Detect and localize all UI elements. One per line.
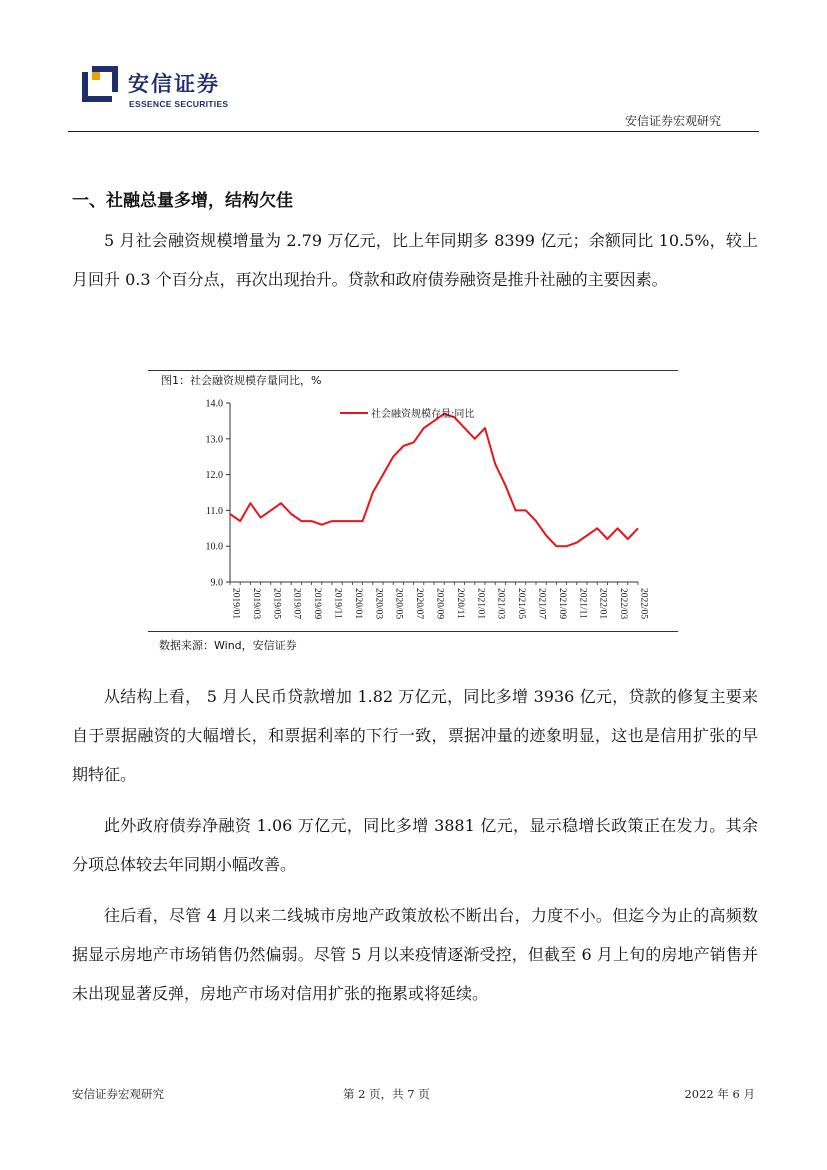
logo-chinese-name: 安信证券 [128,72,220,96]
figure-title: 图1：社会融资规模存量同比，% [161,374,322,387]
logo-english-name: ESSENCE SECURITIES [129,99,229,109]
figure-bottom-rule [148,631,678,632]
x-tick-label: 2019/05 [271,588,282,620]
header-report-series: 安信证券宏观研究 [624,114,721,128]
y-tick-label: 12.0 [205,470,223,482]
y-tick-label: 10.0 [205,541,223,553]
x-tick-label: 2020/07 [414,588,425,620]
x-tick-label: 2021/09 [556,588,567,620]
paragraph-1: 5 月社会融资规模增量为 2.79 万亿元，比上年同期多 8399 亿元；余额同比 10.5%，较上月回升 0.3 个百分点，再次出现抬升。贷款和政府债券融资是推升社融的主要因素。 [72,231,758,289]
header-divider [68,131,759,132]
legend-label: 社会融资规模存量:同比 [371,409,475,420]
x-tick-label: 2020/11 [454,588,465,619]
x-tick-label: 2021/07 [536,588,547,620]
x-tick-label: 2020/09 [434,588,445,620]
x-tick-label: 2019/07 [291,588,302,620]
x-tick-label: 2019/09 [312,588,323,620]
x-tick-label: 2021/01 [475,588,486,620]
figure-source: 数据来源：Wind，安信证券 [159,639,297,652]
x-tick-label: 2020/01 [352,588,363,620]
x-tick-label: 2019/03 [250,588,261,620]
y-tick-label: 13.0 [205,434,223,446]
x-tick-label: 2022/03 [618,588,629,620]
y-tick-label: 9.0 [210,577,223,589]
figure-top-rule [148,370,678,371]
company-logo [82,66,252,112]
y-tick-label: 14.0 [205,398,223,410]
footer-report-series: 安信证券宏观研究 [72,1087,164,1101]
x-tick-label: 2022/01 [597,588,608,620]
figure-1 [148,370,678,658]
series-line [230,414,638,547]
x-tick-label: 2021/11 [577,588,588,619]
x-tick-label: 2019/01 [230,588,241,620]
footer-page-number: 第 2 页，共 7 页 [343,1087,430,1101]
x-tick-label: 2020/05 [393,588,404,620]
x-tick-label: 2021/05 [516,588,527,620]
section-title: 一、社融总量多增，结构欠佳 [72,191,293,211]
x-tick-label: 2021/03 [495,588,506,620]
x-tick-label: 2022/05 [638,588,649,620]
paragraph-3: 此外政府债券净融资 1.06 万亿元，同比多增 3881 亿元，显示稳增长政策正在发力。其余分项总体较去年同期小幅改善。 [72,816,758,874]
logo-mark-icon [82,66,118,102]
x-tick-label: 2019/11 [332,588,343,619]
x-tick-label: 2020/03 [373,588,384,620]
line-chart [148,388,678,631]
footer-date: 2022 年 6 月 [684,1087,755,1101]
paragraph-4: 往后看，尽管 4 月以来二线城市房地产政策放松不断出台，力度不小。但迄今为止的高频数据显示房地产市场销售仍然偏弱。尽管 5 月以来疫情逐渐受控，但截至 6 月上旬的房地产销售并未出现显著反弹，房地产市场对信用扩张的拖累或将延续。 [72,906,758,1003]
y-tick-label: 11.0 [205,505,223,517]
paragraph-2: 从结构上看， 5 月人民币贷款增加 1.82 万亿元，同比多增 3936 亿元，贷款的修复主要来自于票据融资的大幅增长，和票据利率的下行一致，票据冲量的迹象明显，这也是信用扩张的早期特征。 [72,687,758,784]
